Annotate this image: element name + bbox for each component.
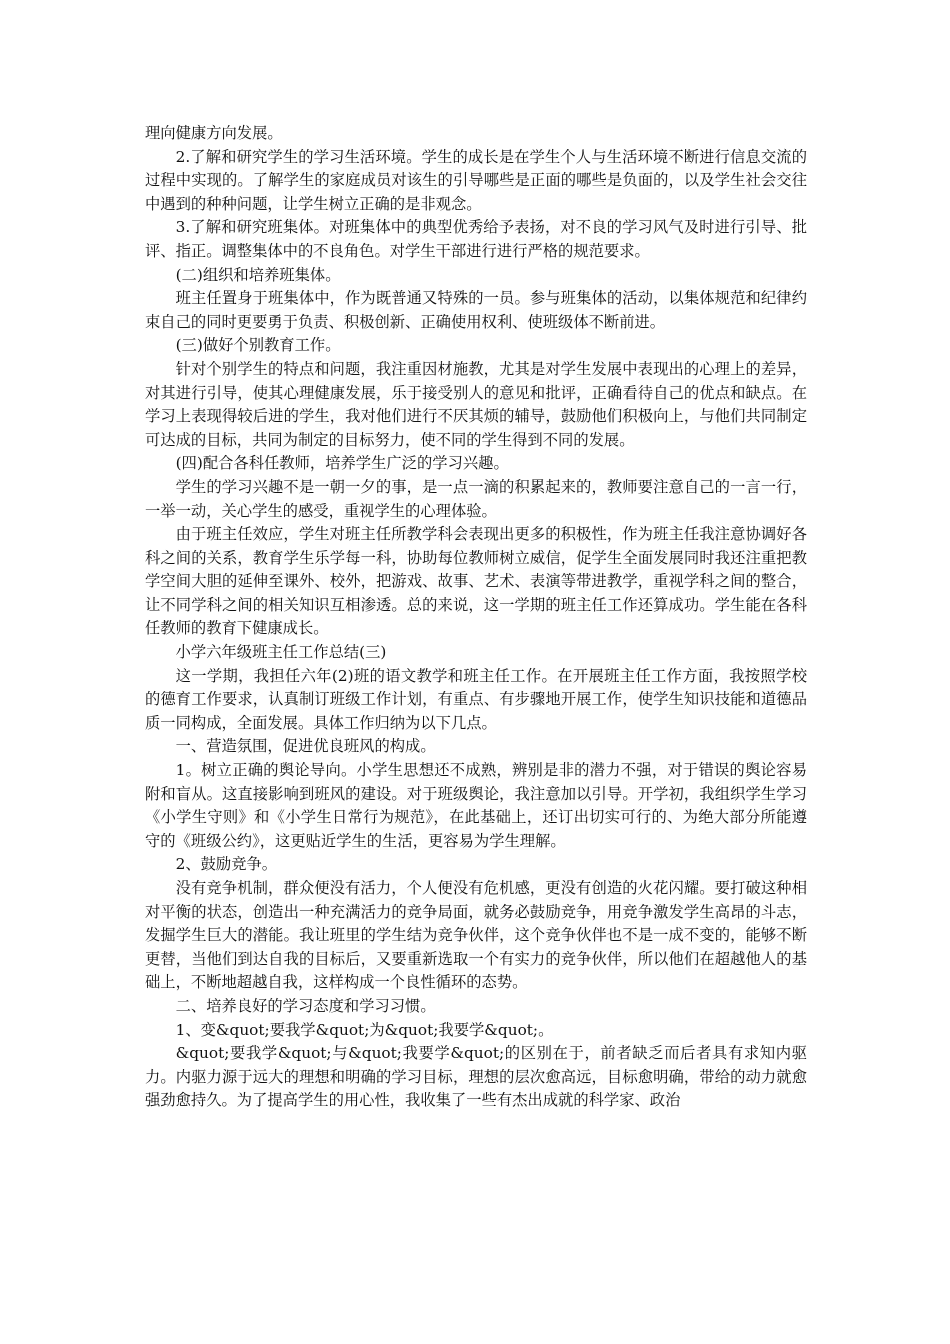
document-body: [145, 122, 807, 1113]
section-heading-3: (三)做好个别教育工作。: [175, 336, 341, 355]
section-heading-two: 二、培养良好的学习态度和学习习惯。: [175, 996, 436, 1015]
subheading-2: 2、鼓励竞争。: [175, 855, 278, 874]
paragraph-10: 由于班主任效应，学生对班主任所教学科会表现出更多的积极性，作为班主任我注意协调好各科之间的关系，教育学生乐学每一科，协助每位教师树立威信，促学生全面发展同时我还注重把教学空间大胆的延伸至课外、校外，把游戏、故事、艺术、表演等带进教学，重视学科之间的整合，让不同学科之间的相关知识互相渗透。总的来说，这一学期的班主任工作还算成功。学生能在各科任教师的教育下健康成长。: [145, 525, 807, 638]
paragraph-3: 3.了解和研究班集体。对班集体中的典型优秀给予表扬，对不良的学习风气及时进行引导、批评、指正。调整集体中的不良角色。对学生干部进行进行严格的规范要求。: [145, 218, 807, 260]
article-title: 小学六年级班主任工作总结(三): [175, 643, 387, 662]
paragraph-5: 班主任置身于班集体中，作为既普通又特殊的一员。参与班集体的活动，以集体规范和纪律约束自己的同时更要勇于负责、积极创新、正确使用权利、使班级体不断前进。: [145, 289, 807, 331]
section-heading-4: (四)配合各科任教师，培养学生广泛的学习兴趣。: [175, 454, 509, 473]
paragraph-12: 这一学期，我担任六年(2)班的语文教学和班主任工作。在开展班主任工作方面，我按照学校的德育工作要求，认真制订班级工作计划，有重点、有步骤地开展工作，使学生知识技能和道德品质一同构成，全面发展。具体工作归纳为以下几点。: [145, 666, 807, 732]
paragraph-14: 1。树立正确的舆论导向。小学生思想还不成熟，辨别是非的潜力不强，对于错误的舆论容易附和盲从。这直接影响到班风的建设。对于班级舆论，我注意加以引导。开学初，我组织学生学习《小学生守则》和《小学生日常行为规范》，在此基础上，还订出切实可行的、为绝大部分所能遵守的《班级公约》，这更贴近学生的生活，更容易为学生理解。: [145, 761, 807, 850]
paragraph-16: 没有竞争机制，群众便没有活力，个人便没有危机感，更没有创造的火花闪耀。要打破这种相对平衡的状态，创造出一种充满活力的竞争局面，就务必鼓励竞争，用竞争激发学生高昂的斗志，发掘学生巨大的潜能。我让班里的学生结为竞争伙伴，这个竞争伙伴也不是一成不变的，能够不断更替，当他们到达自我的目标后，又要重新选取一个有实力的竞争伙伴，所以他们在超越他人的基础上，不断地超越自我，这样构成一个良性循环的态势。: [145, 879, 807, 992]
section-heading-one: 一、营造氛围，促进优良班风的构成。: [175, 737, 436, 756]
paragraph-1: 理向健康方向发展。: [145, 124, 283, 142]
subheading-1: 1、变&quot;要我学&quot;为&quot;我要学&quot;。: [175, 1020, 554, 1039]
paragraph-2: 2.了解和研究学生的学习生活环境。学生的成长是在学生个人与生活环境不断进行信息交流的过程中实现的。了解学生的家庭成员对该生的引导哪些是正面的哪些是负面的，以及学生社会交往中遇到的种种问题，让学生树立正确的是非观念。: [145, 147, 807, 213]
paragraph-7: 针对个别学生的特点和问题，我注重因材施教，尤其是对学生发展中表现出的心理上的差异，对其进行引导，使其心理健康发展，乐于接受别人的意见和批评，正确看待自己的优点和缺点。在学习上表现得较后进的学生，我对他们进行不厌其烦的辅导，鼓励他们积极向上，与他们共同制定可达成的目标，共同为制定的目标努力，使不同的学生得到不同的发展。: [145, 359, 807, 449]
section-heading-2: (二)组织和培养班集体。: [175, 265, 341, 284]
paragraph-9: 学生的学习兴趣不是一朝一夕的事，是一点一滴的积累起来的，教师要注意自己的一言一行，一举一动，关心学生的感受，重视学生的心理体验。: [145, 477, 807, 520]
paragraph-19: &quot;要我学&quot;与&quot;我要学&quot;的区别在于，前者缺乏而后者具有求知内驱力。内驱力源于远大的理想和明确的学习目标，理想的层次愈高远，目标愈明确，带给的动力就愈强劲愈持久。为了提高学生的用心性，我收集了一些有杰出成就的科学家、政治: [145, 1044, 807, 1110]
